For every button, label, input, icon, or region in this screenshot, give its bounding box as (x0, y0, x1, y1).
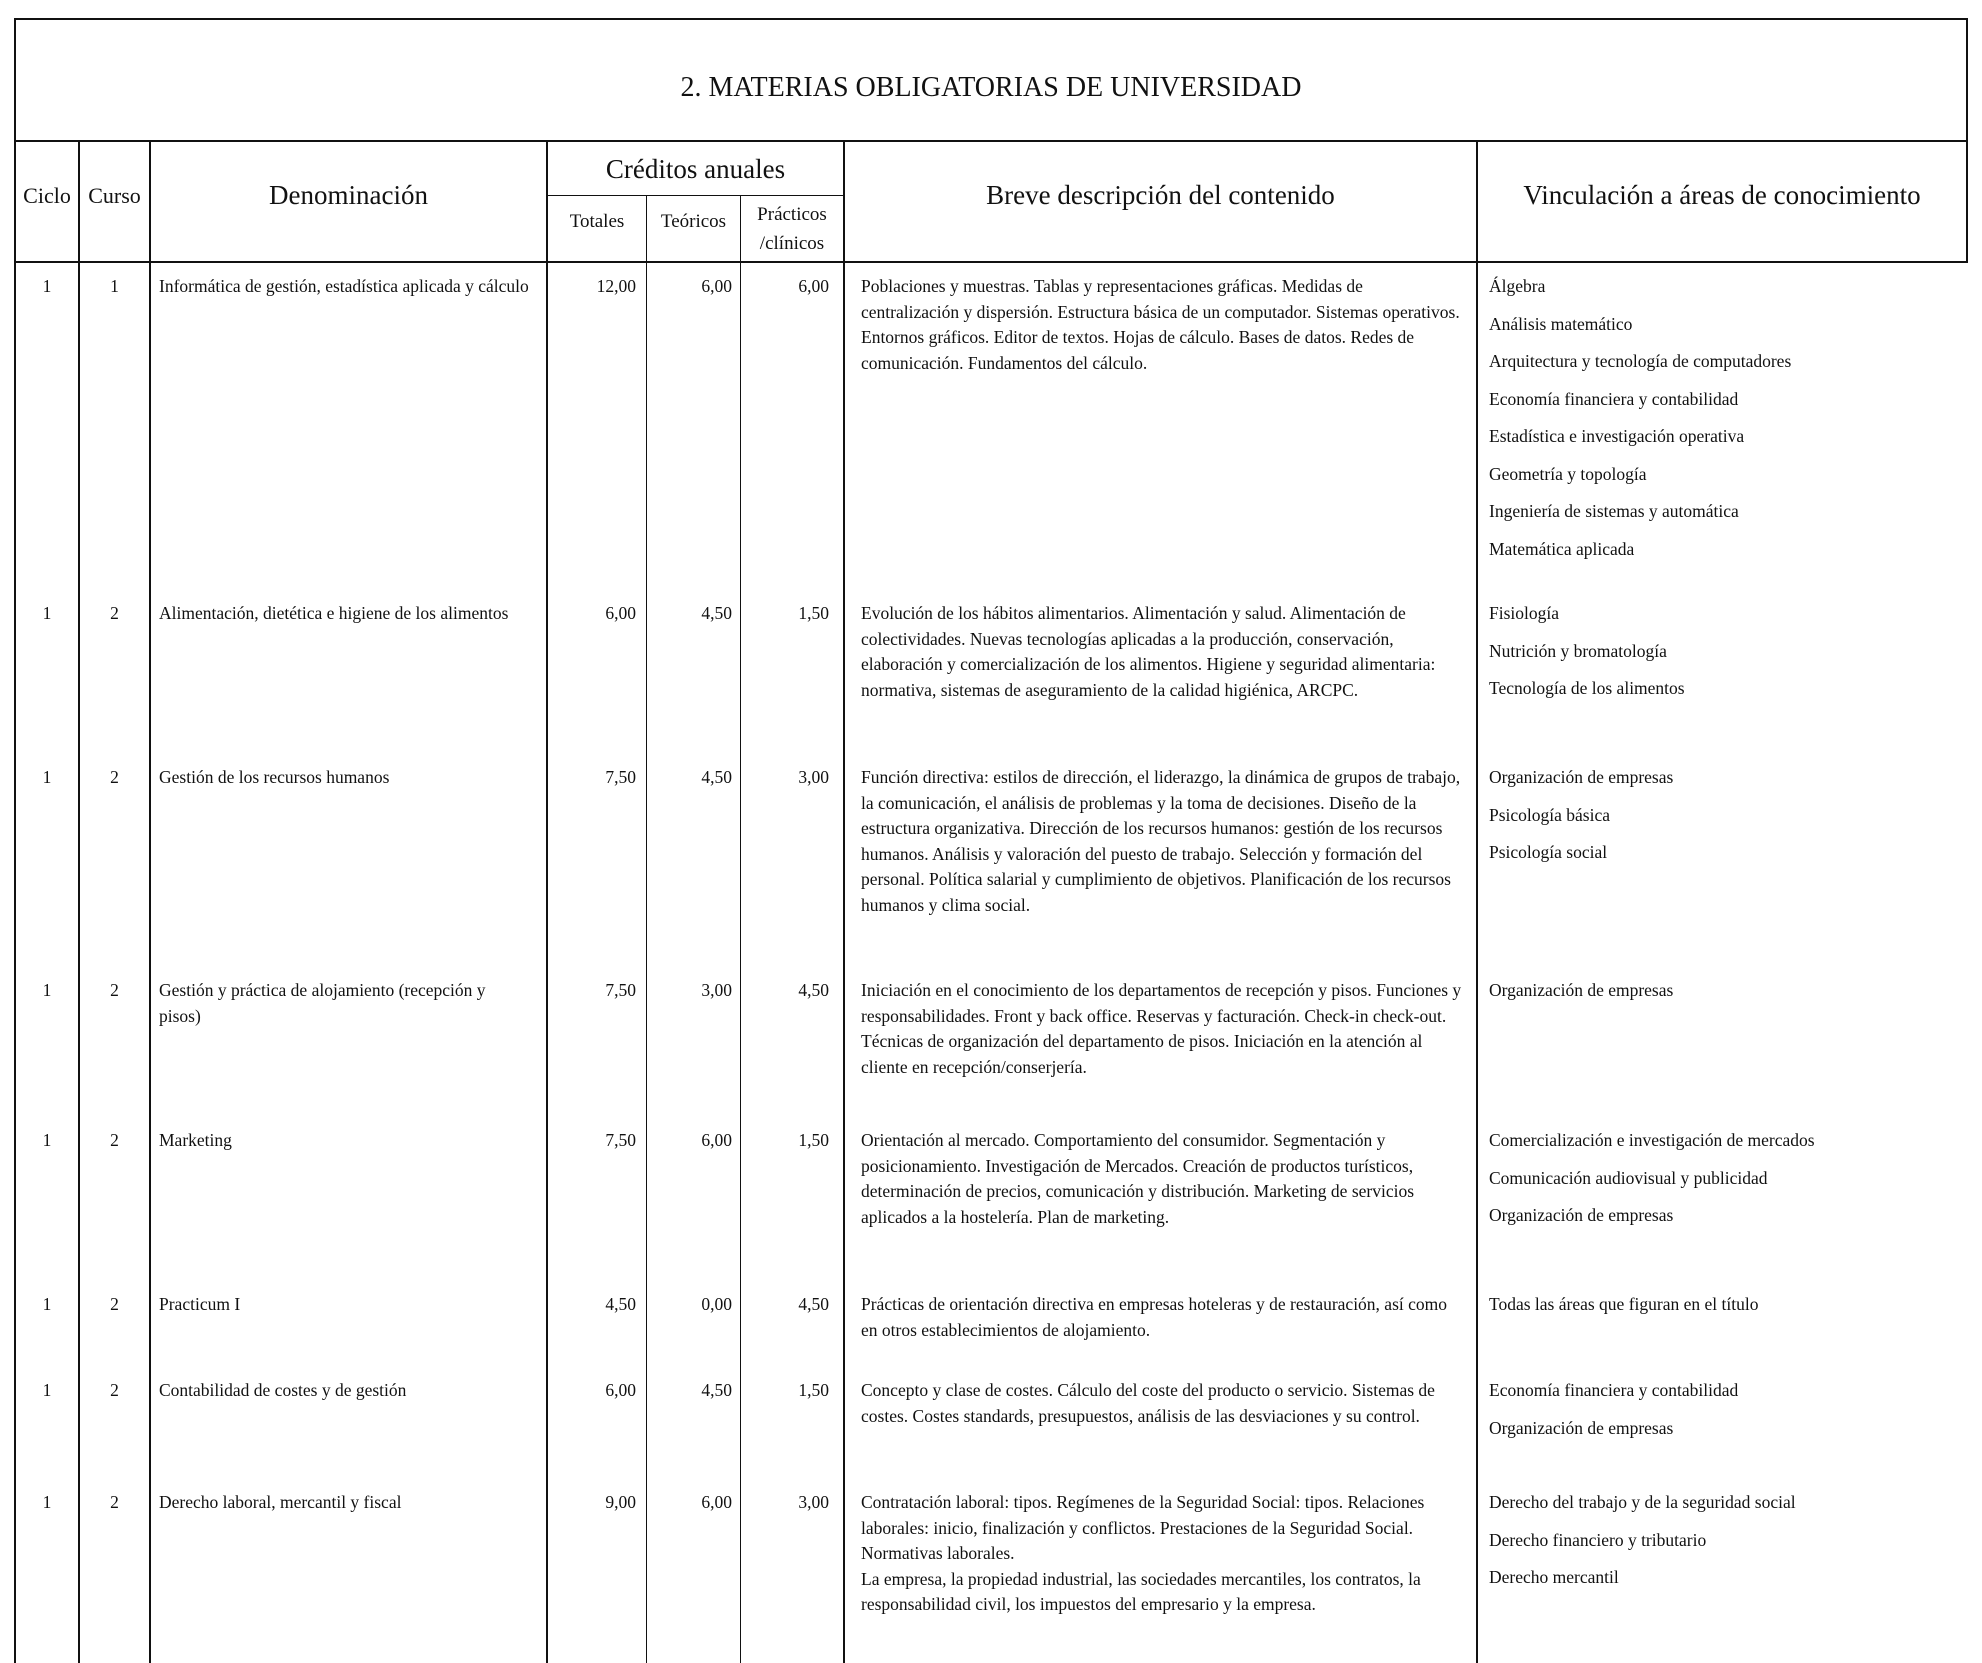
frame-top (14, 18, 1968, 20)
header-denominacion: Denominación (269, 180, 428, 210)
area-item: Arquitectura y tecnología de computadores (1489, 351, 1792, 371)
header-practicos (741, 200, 843, 258)
header-curso: Curso (88, 183, 141, 208)
area-item: Economía financiera y contabilidad (1489, 388, 1739, 409)
area-item: Análisis matemático (1489, 313, 1633, 334)
cell-practicos: 4,50 (798, 980, 829, 1000)
cell-areas (1489, 759, 1959, 872)
cell-teoricos: 3,00 (701, 980, 732, 1000)
cell-totales: 6,00 (605, 1380, 636, 1400)
header-descripcion: Breve descripción del contenido (986, 180, 1335, 210)
area-item: Organización de empresas (1489, 1205, 1674, 1225)
cell-denominacion: Alimentación, dietética e higiene de los alimentos (159, 603, 509, 623)
header-vinculacion: Vinculación a áreas de conocimiento (1523, 180, 1921, 210)
cell-denominacion: Gestión de los recursos humanos (159, 767, 390, 787)
frame-left (14, 18, 16, 1663)
cell-ciclo: 1 (42, 980, 52, 1000)
col-divider-vinculacion (1476, 140, 1478, 1663)
area-item: Derecho mercantil (1489, 1567, 1619, 1587)
cell-descripcion (861, 1490, 1465, 1618)
cell-practicos: 3,00 (798, 1492, 829, 1512)
cell-descripcion: Concepto y clase de costes. Cálculo del coste del producto o servicio. Sistemas de costes. Costes standards, presupuestos, análisis de las desviaciones y su control. (861, 1380, 1435, 1426)
area-item: Organización de empresas (1489, 1417, 1674, 1438)
cell-areas (1489, 595, 1959, 708)
cell-descripcion: Evolución de los hábitos alimentarios. Alimentación y salud. Alimentación de colectividades. Nuevas tecnologías aplicadas a la producción, conservación, elaboración y comercialización de los alimentos. Higiene y seguridad alimentaria: normativa, sistemas de aseguramiento de la calidad higiénica, ARCPC. (861, 603, 1436, 700)
cell-practicos: 1,50 (798, 603, 829, 623)
cell-ciclo: 1 (42, 603, 52, 623)
cell-curso: 2 (110, 1294, 119, 1314)
cell-totales: 12,00 (596, 276, 636, 296)
area-item: Comercialización e investigación de mercados (1489, 1130, 1815, 1150)
area-item: Álgebra (1489, 276, 1546, 296)
cell-curso: 2 (110, 767, 119, 787)
cell-totales: 9,00 (605, 1492, 636, 1512)
cell-totales: 4,50 (605, 1294, 636, 1314)
cell-descripcion: Orientación al mercado. Comportamiento del consumidor. Segmentación y posicionamiento. Investigación de Mercados. Creación de productos turísticos, determinación de precios, comunicación y distribución. Marketing de servicios aplicados a la hostelería. Plan de marketing. (861, 1130, 1415, 1227)
cell-descripcion: Función directiva: estilos de dirección, el liderazgo, la dinámica de grupos de trabajo, la comunicación, el análisis de problemas y la toma de decisiones. Diseño de la estructura organizativa. Dirección de los recursos humanos: gestión de los recursos humanos. Análisis y valoración del puesto de trabajo. Selección y formación del personal. Política salarial y cumplimiento de objetivos. Planificación de los recursos humanos y clima social. (861, 767, 1461, 915)
cell-teoricos: 0,00 (701, 1294, 732, 1314)
cell-totales: 6,00 (605, 603, 636, 623)
col-divider-teoricos (646, 195, 647, 1663)
header-teoricos: Teóricos (660, 211, 727, 232)
descripcion-paragraph: La empresa, la propiedad industrial, las sociedades mercantiles, los contratos, la responsabilidad civil, los impuestos del empresario y la empresa. (861, 1568, 1421, 1614)
area-item: Organización de empresas (1489, 767, 1674, 787)
header-creditos-anuales: Créditos anuales (605, 154, 786, 184)
cell-areas (1489, 1286, 1959, 1324)
header-totales: Totales (569, 211, 625, 232)
col-divider-practicos (740, 195, 741, 1663)
area-item: Derecho del trabajo y de la seguridad social (1489, 1492, 1796, 1512)
area-item: Matemática aplicada (1489, 538, 1635, 559)
cell-descripcion: Iniciación en el conocimiento de los departamentos de recepción y pisos. Funciones y responsabilidades. Front y back office. Reservas y facturación. Check-in check-out. Técnicas de organización del departamento de pisos. Iniciación en la atención al cliente en recepción/conserjería. (861, 980, 1462, 1077)
cell-curso: 2 (110, 603, 119, 623)
cell-teoricos: 6,00 (701, 1130, 732, 1150)
cell-ciclo: 1 (42, 1294, 52, 1314)
cell-teoricos: 4,50 (701, 1380, 732, 1400)
col-divider-curso (78, 140, 80, 1663)
cell-denominacion: Gestión y práctica de alojamiento (recepción y pisos) (159, 980, 486, 1026)
col-divider-descripcion (843, 140, 845, 1663)
cell-curso: 2 (110, 1130, 119, 1150)
cell-curso: 2 (110, 1380, 119, 1400)
cell-denominacion: Contabilidad de costes y de gestión (159, 1380, 407, 1400)
cell-ciclo: 1 (42, 1380, 52, 1400)
col-divider-totales (546, 140, 548, 1663)
cell-areas (1489, 1484, 1959, 1597)
cell-denominacion: Practicum I (159, 1294, 241, 1314)
cell-areas (1489, 1372, 1959, 1447)
area-item: Todas las áreas que figuran en el título (1489, 1294, 1759, 1314)
area-item: Economía financiera y contabilidad (1489, 1380, 1739, 1400)
area-item: Psicología social (1489, 842, 1608, 862)
header-bottom-rule (14, 261, 1968, 263)
cell-areas (1489, 972, 1959, 1010)
area-item: Organización de empresas (1489, 980, 1674, 1000)
area-item: Ingeniería de sistemas y automática (1489, 501, 1739, 521)
cell-denominacion: Derecho laboral, mercantil y fiscal (159, 1492, 402, 1512)
cell-practicos: 1,50 (798, 1130, 829, 1150)
cell-ciclo: 1 (42, 276, 52, 296)
area-item: Derecho financiero y tributario (1489, 1529, 1707, 1550)
cell-totales: 7,50 (605, 767, 636, 787)
cell-descripcion: Poblaciones y muestras. Tablas y representaciones gráficas. Medidas de centralización y dispersión. Estructura básica de un computador. Sistemas operativos. Entornos gráficos. Editor de textos. Hojas de cálculo. Bases de datos. Redes de comunicación. Fundamentos del cálculo. (861, 276, 1460, 373)
area-item: Tecnología de los alimentos (1489, 678, 1685, 698)
title-bottom-rule (14, 140, 1968, 142)
header-ciclo: Ciclo (23, 183, 71, 208)
cell-practicos: 1,50 (798, 1380, 829, 1400)
area-item: Nutrición y bromatología (1489, 640, 1667, 661)
header-practicos-line1: Prácticos (757, 204, 827, 225)
area-item: Psicología básica (1489, 804, 1611, 825)
cell-ciclo: 1 (42, 767, 52, 787)
cell-areas (1489, 1122, 1959, 1235)
cell-areas (1489, 268, 1959, 568)
cell-teoricos: 4,50 (701, 767, 732, 787)
descripcion-paragraph: Contratación laboral: tipos. Regímenes de la Seguridad Social: tipos. Relaciones laborales: inicio, finalización y conflictos. Prestaciones de la Seguridad Social. Normativas laborales. (861, 1492, 1425, 1563)
cell-descripcion: Prácticas de orientación directiva en empresas hoteleras y de restauración, así como en otros establecimientos de alojamiento. (861, 1294, 1448, 1340)
cell-totales: 7,50 (605, 1130, 636, 1150)
cell-denominacion: Informática de gestión, estadística aplicada y cálculo (159, 276, 529, 296)
area-item: Estadística e investigación operativa (1489, 426, 1745, 446)
cell-curso: 1 (110, 276, 119, 296)
area-item: Geometría y topología (1489, 463, 1647, 484)
page-title: 2. MATERIAS OBLIGATORIAS DE UNIVERSIDAD (680, 72, 1302, 103)
cell-curso: 2 (110, 980, 119, 1000)
cell-practicos: 4,50 (798, 1294, 829, 1314)
header-practicos-line2: /clínicos (759, 233, 825, 254)
area-item: Fisiología (1489, 603, 1560, 623)
col-divider-denominacion (149, 140, 151, 1663)
cell-ciclo: 1 (42, 1492, 52, 1512)
cell-ciclo: 1 (42, 1130, 52, 1150)
cell-teoricos: 6,00 (701, 276, 732, 296)
cell-teoricos: 4,50 (701, 603, 732, 623)
cell-practicos: 3,00 (798, 767, 829, 787)
cell-practicos: 6,00 (798, 276, 829, 296)
cell-denominacion: Marketing (159, 1130, 232, 1150)
cell-teoricos: 6,00 (701, 1492, 732, 1512)
area-item: Comunicación audiovisual y publicidad (1489, 1167, 1768, 1188)
cell-curso: 2 (110, 1492, 119, 1512)
cell-totales: 7,50 (605, 980, 636, 1000)
creditos-subheader-rule (546, 195, 844, 196)
